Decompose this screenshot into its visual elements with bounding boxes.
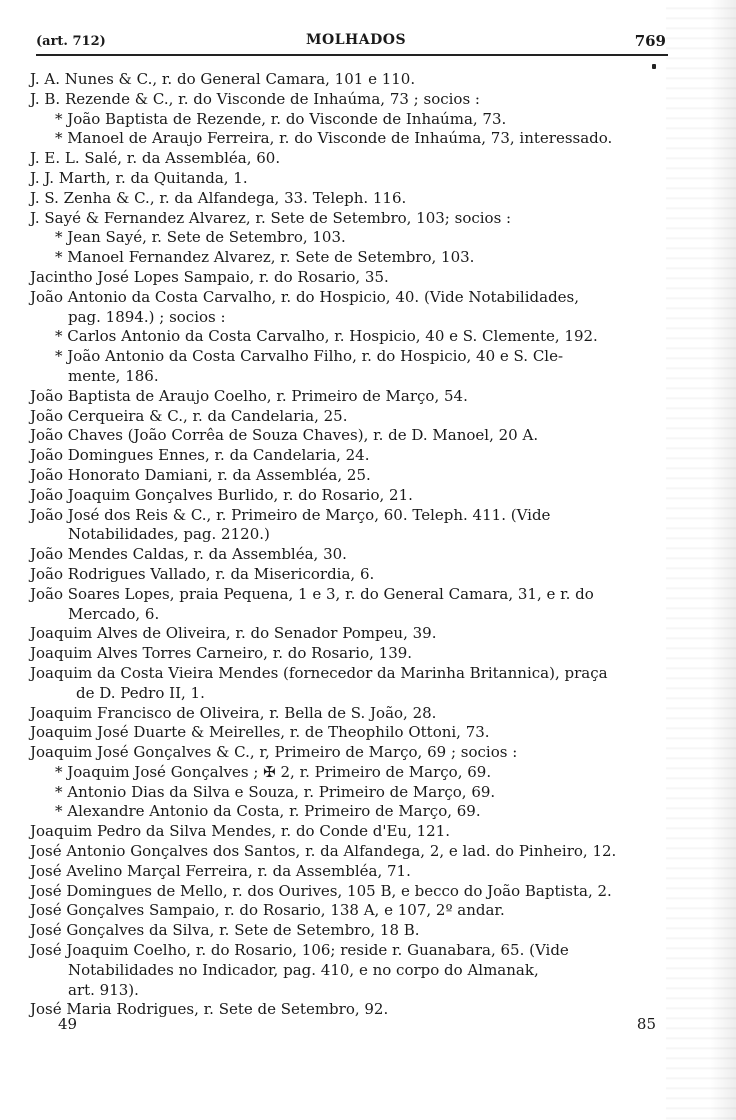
listing-line: Notabilidades no Indicador, pag. 410, e no corpo do Almanak, xyxy=(68,960,539,979)
listing-line: mente, 186. xyxy=(68,366,159,385)
listing-line: João Soares Lopes, praia Pequena, 1 e 3, r. do General Camara, 31, e r. do xyxy=(30,584,594,603)
listing-line: Joaquim José Duarte & Meirelles, r. de Theophilo Ottoni, 73. xyxy=(30,723,490,742)
listing-line: José Joaquim Coelho, r. do Rosario, 106; reside r. Guanabara, 65. (Vide xyxy=(30,941,569,960)
listing-line: João Honorato Damiani, r. da Assembléa, 25. xyxy=(30,465,371,484)
listing-line: João Joaquim Gonçalves Burlido, r. do Rosario, 21. xyxy=(30,485,413,504)
listing-line: João Chaves (João Corrêa de Souza Chaves), r. de D. Manoel, 20 A. xyxy=(30,426,539,445)
signature-mark: 49 xyxy=(58,1015,78,1033)
article-range: (art. 712) xyxy=(36,34,106,49)
listing-line: Joaquim Pedro da Silva Mendes, r. do Conde d'Eu, 121. xyxy=(30,822,451,841)
listing-line: Jacintho José Lopes Sampaio, r. do Rosario, 35. xyxy=(30,267,389,286)
page-header xyxy=(36,30,666,52)
listing-line: pag. 1894.) ; socios : xyxy=(68,307,226,326)
listing-line: João Baptista de Araujo Coelho, r. Primeiro de Março, 54. xyxy=(30,386,468,405)
listing-line: José Gonçalves Sampaio, r. do Rosario, 138 A, e 107, 2º andar. xyxy=(30,901,505,920)
listing-line: * Antonio Dias da Silva e Souza, r. Primeiro de Março, 69. xyxy=(55,782,496,801)
listing-line: * Manoel Fernandez Alvarez, r. Sete de Setembro, 103. xyxy=(55,248,475,267)
listing-line: João Domingues Ennes, r. da Candelaria, 24. xyxy=(30,446,370,465)
listing-line: * João Baptista de Rezende, r. do Visconde de Inhaúma, 73. xyxy=(55,109,507,128)
page-footer xyxy=(30,1015,670,1039)
listing-line: * Jean Sayé, r. Sete de Setembro, 103. xyxy=(55,228,346,247)
listing-line: * Manoel de Araujo Ferreira, r. do Visconde de Inhaúma, 73, interessado. xyxy=(55,129,613,148)
listing-line: José Avelino Marçal Ferreira, r. da Assembléa, 71. xyxy=(30,861,411,880)
listing-line: Joaquim Alves de Oliveira, r. do Senador Pompeu, 39. xyxy=(30,624,437,643)
listing-line: de D. Pedro II, 1. xyxy=(76,683,205,702)
listing-line: art. 913). xyxy=(68,980,139,999)
listing-line: João Mendes Caldas, r. da Assembléa, 30. xyxy=(30,545,347,564)
listing-line: Notabilidades, pag. 2120.) xyxy=(68,525,270,544)
listing-line: * Joaquim José Gonçalves ; ✠ 2, r. Primeiro de Março, 69. xyxy=(55,762,492,781)
listing-line: J. S. Zenha & C., r. da Alfandega, 33. Teleph. 116. xyxy=(30,188,407,207)
listing-line: J. Sayé & Fernandez Alvarez, r. Sete de Setembro, 103; socios : xyxy=(30,208,512,227)
listing-line: João Cerqueira & C., r. da Candelaria, 25. xyxy=(30,406,348,425)
listing-line: José Antonio Gonçalves dos Santos, r. da Alfandega, 2, e lad. do Pinheiro, 12. xyxy=(30,842,617,861)
section-title: MOLHADOS xyxy=(306,32,407,48)
listing-line: Joaquim da Costa Vieira Mendes (fornecedor da Marinha Britannica), praça xyxy=(30,663,608,682)
listing-line: João Rodrigues Vallado, r. da Misericordia, 6. xyxy=(30,564,375,583)
listing-line: João Antonio da Costa Carvalho, r. do Hospicio, 40. (Vide Notabilidades, xyxy=(30,287,580,306)
listing-line: J. A. Nunes & C., r. do General Camara, 101 e 110. xyxy=(30,70,416,88)
header-rule xyxy=(36,54,668,56)
listing-line: * Alexandre Antonio da Costa, r. Primeiro de Março, 69. xyxy=(55,802,481,821)
listing-line: Mercado, 6. xyxy=(68,604,160,623)
listing-line: José Gonçalves da Silva, r. Sete de Setembro, 18 B. xyxy=(30,921,420,940)
directory-listing xyxy=(30,70,670,1020)
listing-line: * Carlos Antonio da Costa Carvalho, r. Hospicio, 40 e S. Clemente, 192. xyxy=(55,327,598,346)
listing-line: José Maria Rodrigues, r. Sete de Setembro, 92. xyxy=(30,1000,389,1019)
footer-number: 85 xyxy=(636,1015,656,1033)
listing-line: Joaquim Alves Torres Carneiro, r. do Rosario, 139. xyxy=(30,644,413,663)
listing-line: J. B. Rezende & C., r. do Visconde de Inhaúma, 73 ; socios : xyxy=(30,89,480,108)
listing-line: Joaquim José Gonçalves & C., r, Primeiro de Março, 69 ; socios : xyxy=(30,743,518,762)
page-edge-gradient xyxy=(710,0,736,1120)
listing-line: José Domingues de Mello, r. dos Ourives, 105 B, e becco do João Baptista, 2. xyxy=(30,881,612,900)
listing-line: J. E. L. Salé, r. da Assembléa, 60. xyxy=(30,149,281,168)
listing-line: Joaquim Francisco de Oliveira, r. Bella de S. João, 28. xyxy=(30,703,437,722)
ink-dot xyxy=(652,64,656,69)
listing-line: J. J. Marth, r. da Quitanda, 1. xyxy=(30,168,248,187)
listing-line: * João Antonio da Costa Carvalho Filho, r. do Hospicio, 40 e S. Cle- xyxy=(55,347,564,366)
listing-line: João José dos Reis & C., r. Primeiro de Março, 60. Teleph. 411. (Vide xyxy=(30,505,551,524)
page-number: 769 xyxy=(634,32,666,50)
